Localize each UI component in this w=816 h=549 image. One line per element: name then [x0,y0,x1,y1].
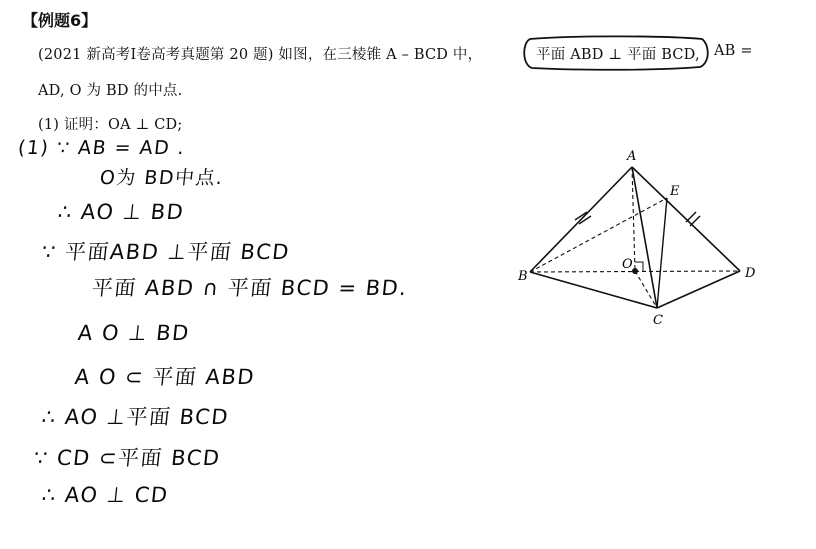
label-E: E [670,184,680,199]
hw-line-4: ∵ 平面ABD ⊥平面 BCD [40,240,292,264]
segment-BE-dashed [530,198,667,272]
hw-line-10: ∴ AO ⊥ CD [40,483,170,507]
edge-BC [530,272,657,308]
hw-line-5: 平面 ABD ∩ 平面 BCD = BD. [90,276,409,300]
hw-line-3: ∴ AO ⊥ BD [56,200,186,224]
label-B: B [518,269,528,284]
hw-line-8: ∴ AO ⊥平面 BCD [40,405,231,429]
hw-line-1: (1) ∵ AB = AD . [16,137,187,159]
problem-line2: AD, O 为 BD 的中点. [38,83,183,99]
label-D: D [745,266,756,281]
label-A: A [627,149,637,164]
point-O [632,268,638,274]
hw-line-7: A O ⊂ 平面 ABD [73,365,257,389]
edge-AB [530,167,632,272]
example-title: 【例题6】 [22,11,98,30]
hw-line-2: O为 BD中点. [98,167,225,189]
hand-drawn-circle-annotation [520,35,710,71]
label-C: C [653,313,663,328]
hw-line-9: ∵ CD ⊂平面 BCD [32,446,222,470]
label-O: O [622,257,633,272]
circled-condition: 平面 ABD ⊥ 平面 BCD, [536,47,700,63]
problem-line1-suffix: AB = [714,43,753,59]
part1-statement: (1) 证明：OA ⊥ CD; [38,117,183,133]
hw-line-6: A O ⊥ BD [76,321,192,345]
tick-mark-AD [686,212,700,226]
segment-EC [657,198,667,308]
tetrahedron-figure [505,140,780,340]
problem-line1-prefix: (2021 新高考Ⅰ卷高考真题第 20 题) 如图，在三棱锥 A – BCD 中， [38,47,483,63]
edge-DC [657,271,740,308]
